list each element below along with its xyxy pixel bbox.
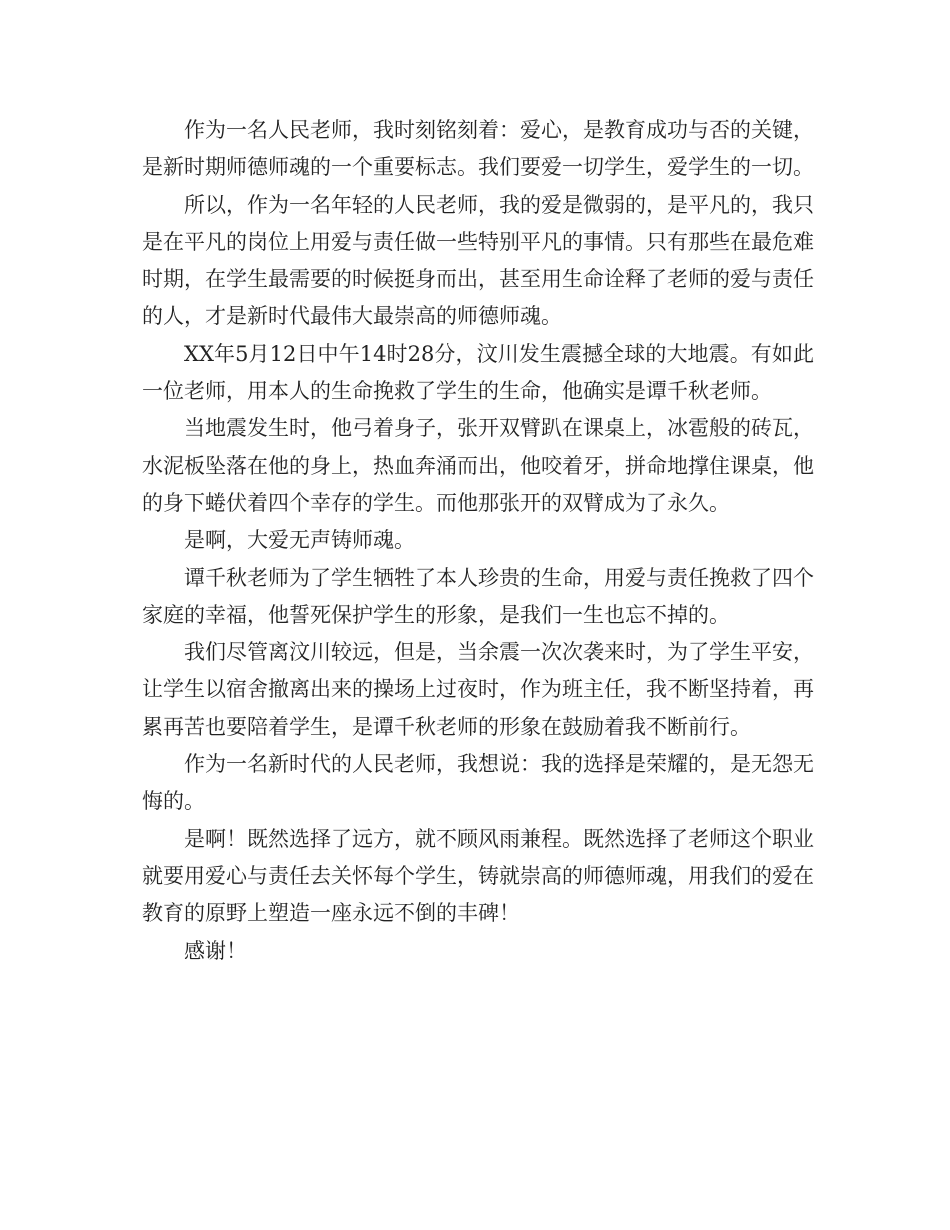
paragraph-9: 是啊！既然选择了远方，就不顾风雨兼程。既然选择了老师这个职业就要用爱心与责任去关怀每个学生，铸就崇高的师德师魂，用我们的爱在教育的原野上塑造一座永远不倒的丰碑！ (142, 826, 814, 926)
paragraph-2: 所以，作为一名年轻的人民老师，我的爱是微弱的，是平凡的，我只是在平凡的岗位上用爱与责任做一些特别平凡的事情。只有那些在最危难时期，在学生最需要的时候挺身而出，甚至用生命诠释了老师的爱与责任的人，才是新时代最伟大最崇高的师德师魂。 (142, 192, 814, 329)
paragraph-7: 我们尽管离汶川较远，但是，当余震一次次袭来时，为了学生平安，让学生以宿舍撤离出来的操场上过夜时，作为班主任，我不断坚持着，再累再苦也要陪着学生，是谭千秋老师的形象在鼓励着我不断前行。 (142, 640, 814, 739)
paragraph-5: 是啊，大爱无声铸师魂。 (184, 528, 415, 553)
paragraph-8: 作为一名新时代的人民老师，我想说：我的选择是荣耀的，是无怨无悔的。 (142, 752, 814, 814)
document-body (142, 112, 814, 970)
paragraph-4: 当地震发生时，他弓着身子，张开双臂趴在课桌上，冰雹般的砖瓦，水泥板坠落在他的身上，热血奔涌而出，他咬着牙，拼命地撑住课桌，他的身下蜷伏着四个幸存的学生。而他那张开的双臂成为了永久。 (142, 416, 814, 515)
paragraph-6: 谭千秋老师为了学生牺牲了本人珍贵的生命，用爱与责任挽救了四个家庭的幸福，他誓死保护学生的形象，是我们一生也忘不掉的。 (142, 565, 814, 627)
paragraph-3: XX年5月12日中午14时28分，汶川发生震撼全球的大地震。有如此一位老师，用本人的生命挽救了学生的生命，他确实是谭千秋老师。 (142, 341, 814, 404)
paragraph-1: 作为一名人民老师，我时刻铭刻着：爱心，是教育成功与否的关键，是新时期师德师魂的一个重要标志。我们要爱一切学生，爱学生的一切。 (142, 118, 814, 180)
paragraph-10: 感谢！ (184, 938, 247, 963)
